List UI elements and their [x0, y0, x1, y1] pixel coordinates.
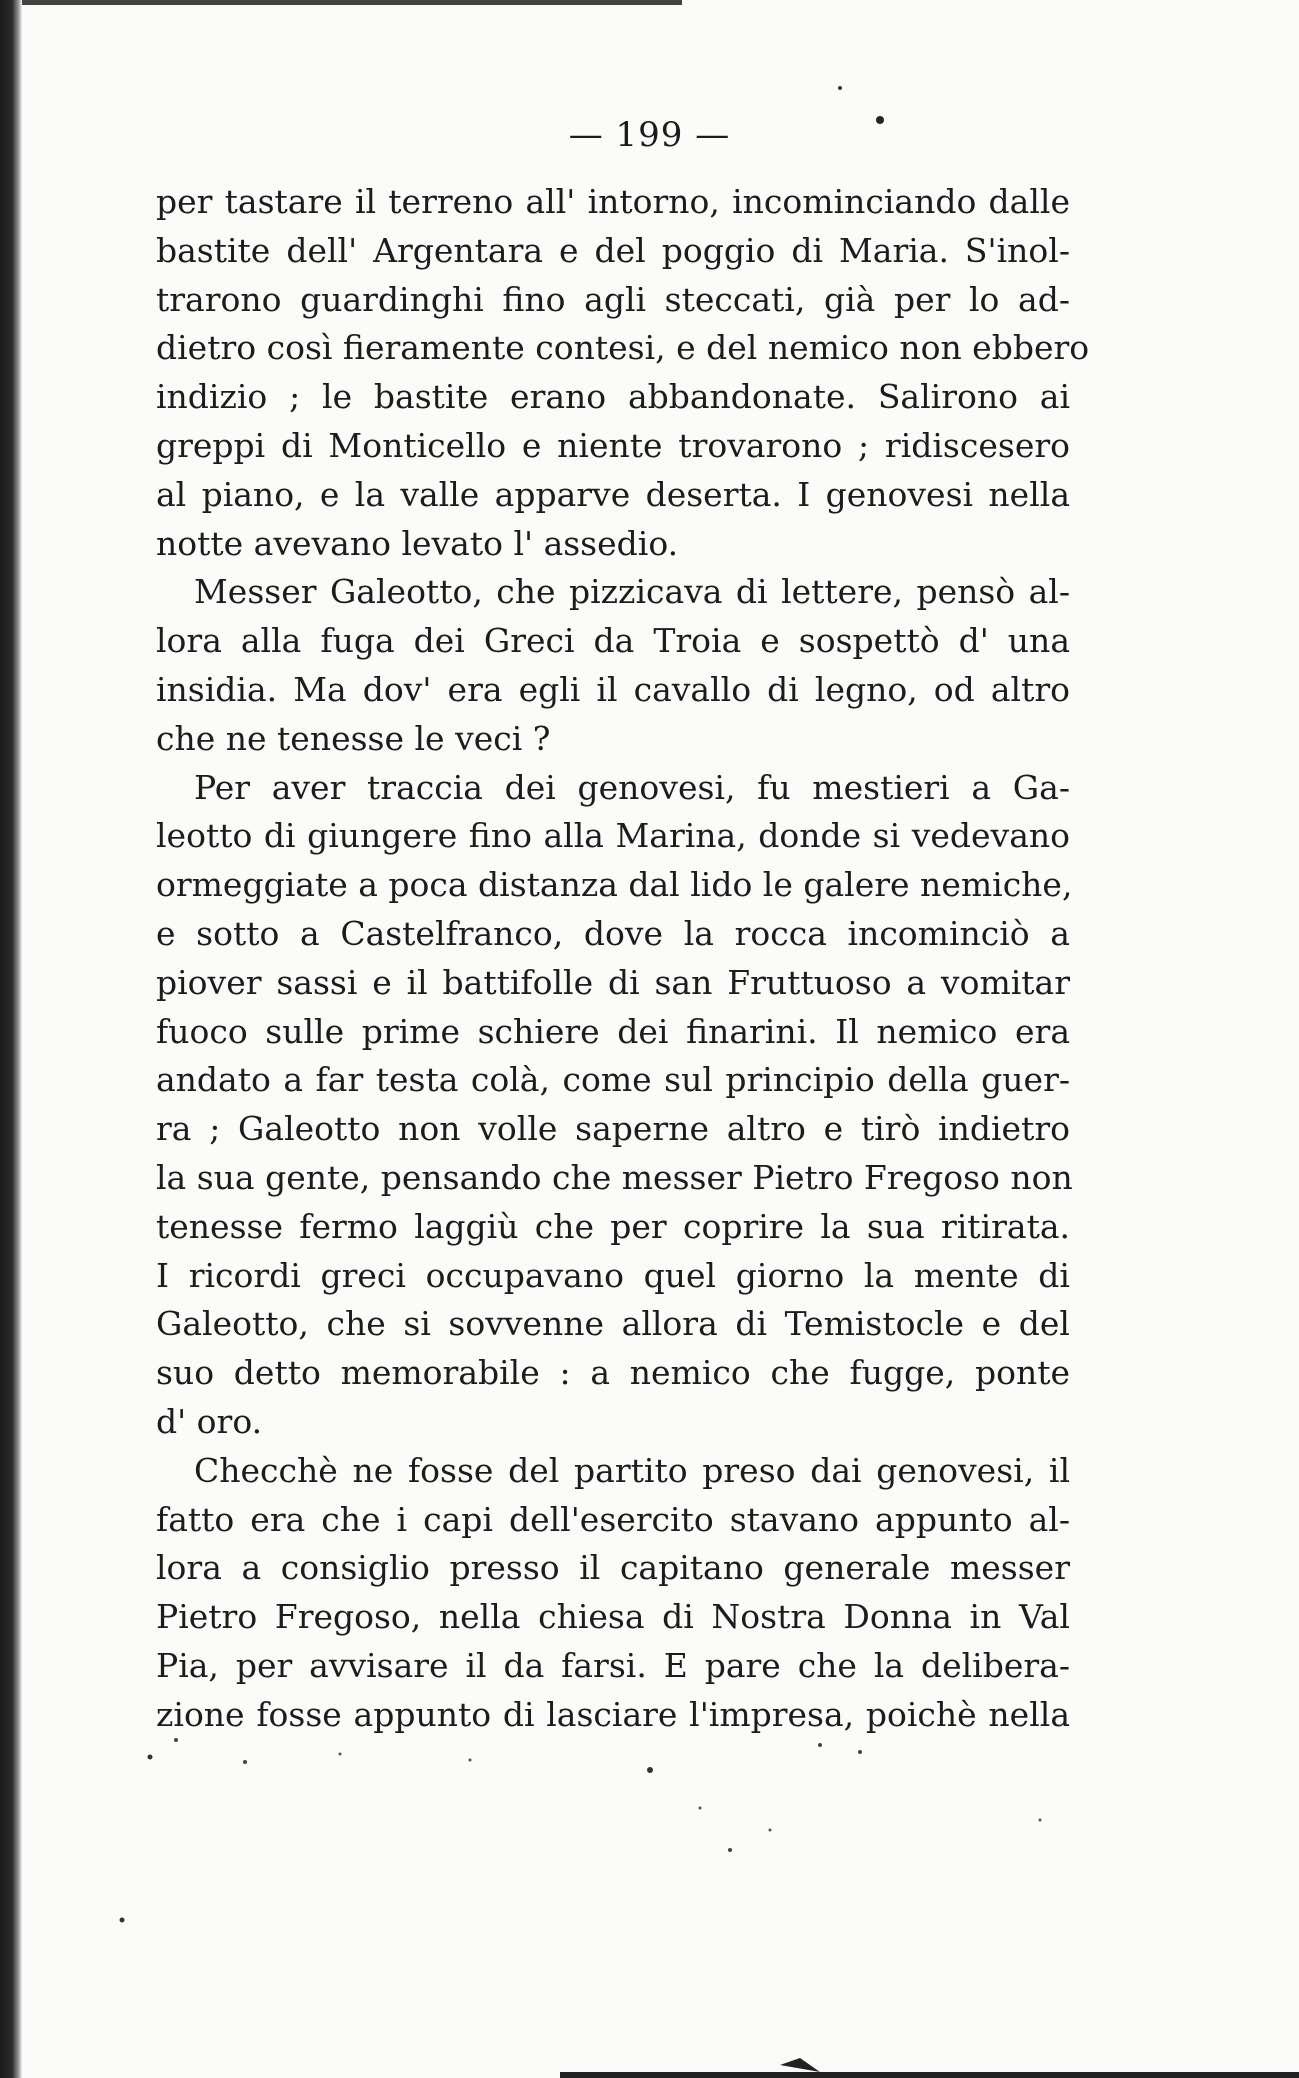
- text-line: insidia. Ma dov' era egli il cavallo di legno, od altro: [156, 669, 1070, 709]
- text-line: bastite dell' Argentara e del poggio di Maria. S'inol-: [156, 230, 1070, 270]
- text-line: lora a consiglio presso il capitano generale messer: [156, 1548, 1070, 1588]
- text-line: Checchè ne fosse del partito preso dai genovesi, il: [194, 1450, 1070, 1490]
- text-line: suo detto memorabile : a nemico che fugge, ponte: [156, 1353, 1070, 1393]
- text-line: la sua gente, pensando che messer Pietro Fregoso non: [156, 1157, 1073, 1197]
- text-line: ra ; Galeotto non volle saperne altro e tirò indietro: [156, 1109, 1070, 1149]
- text-line: trarono guardinghi fino agli steccati, già per lo ad-: [156, 279, 1070, 319]
- text-line: ormeggiate a poca distanza dal lido le galere nemiche,: [156, 865, 1073, 905]
- text-line: lora alla fuga dei Greci da Troia e sospettò d' una: [156, 621, 1070, 661]
- text-line: indizio ; le bastite erano abbandonate. Salirono ai: [156, 377, 1070, 417]
- text-line: Galeotto, che si sovvenne allora di Temistocle e del: [156, 1304, 1070, 1344]
- text-line: dietro così fieramente contesi, e del nemico non ebbero: [156, 328, 1090, 368]
- text-line: Per aver traccia dei genovesi, fu mestieri a Ga-: [194, 767, 1070, 807]
- text-line: notte avevano levato l' assedio.: [156, 523, 679, 563]
- text-line: che ne tenesse le veci ?: [156, 718, 551, 758]
- text-line: per tastare il terreno all' intorno, incominciando dalle: [156, 182, 1070, 221]
- text-line: Pietro Fregoso, nella chiesa di Nostra Donna in Val: [156, 1597, 1070, 1637]
- text-line: leotto di giungere fino alla Marina, donde si vedevano: [156, 816, 1070, 856]
- text-line: zione fosse appunto di lasciare l'impresa, poichè nella: [156, 1694, 1070, 1734]
- page-number: — 199 —: [568, 115, 731, 155]
- text-line: piover sassi e il battifolle di san Fruttuoso a vomitar: [156, 962, 1070, 1002]
- text-line: e sotto a Castelfranco, dove la rocca incominciò a: [156, 913, 1070, 953]
- text-line: Messer Galeotto, che pizzicava di lettere, pensò al-: [194, 572, 1070, 612]
- text-line: tenesse fermo laggiù che per coprire la sua ritirata.: [156, 1206, 1070, 1246]
- text-line: greppi di Monticello e niente trovarono ; ridiscesero: [156, 425, 1070, 465]
- text-line: al piano, e la valle apparve deserta. I genovesi nella: [156, 474, 1070, 514]
- text-line: d' oro.: [156, 1401, 263, 1441]
- text-line: I ricordi greci occupavano quel giorno la mente di: [156, 1255, 1070, 1295]
- text-line: andato a far testa colà, come sul principio della guer-: [156, 1060, 1070, 1100]
- text-line: fatto era che i capi dell'esercito stavano appunto al-: [156, 1499, 1070, 1539]
- text-line: fuoco sulle prime schiere dei finarini. Il nemico era: [156, 1011, 1070, 1051]
- text-line: Pia, per avvisare il da farsi. E pare che la delibera-: [156, 1645, 1070, 1685]
